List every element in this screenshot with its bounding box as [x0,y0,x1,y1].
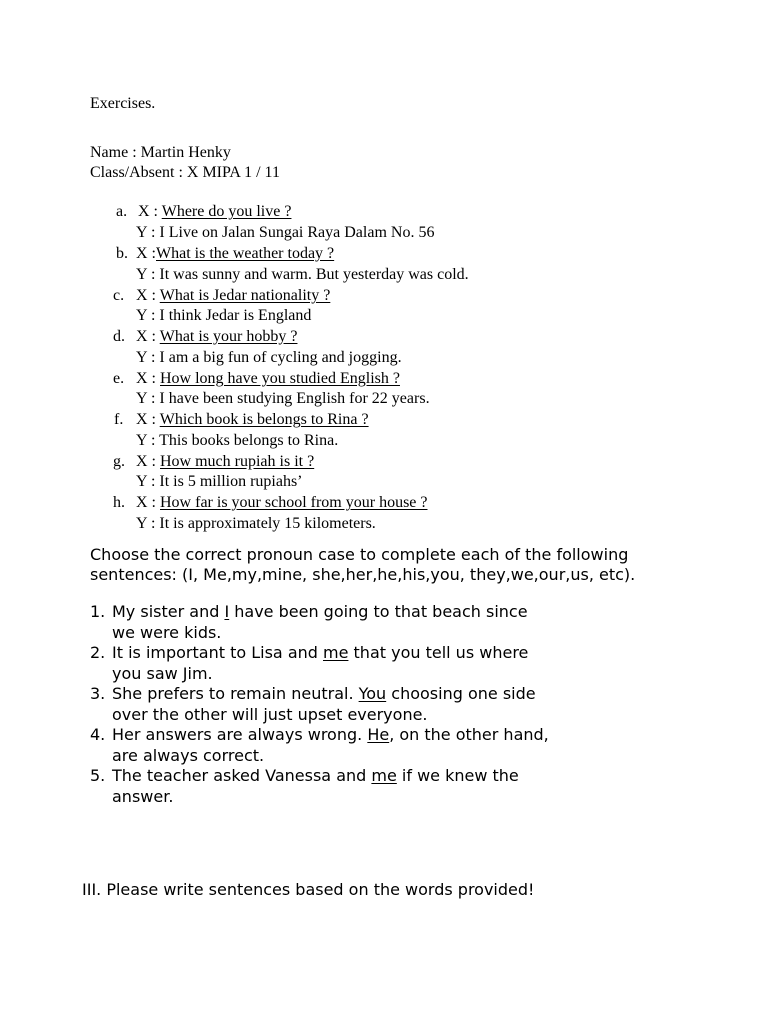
qa-x-prefix: X : [136,328,160,345]
qa-question: How long have you studied English ? [160,370,400,387]
pronoun-answer: me [371,766,397,785]
qa-answer: Y : This books belongs to Rina. [136,432,339,449]
qa-question: What is Jedar nationality ? [159,287,331,304]
qa-letter: g. [113,453,125,470]
sentence-part: if we knew the [396,766,519,785]
qa-letter: a. [116,203,128,220]
qa-x-prefix: X : [136,245,156,262]
qa-x-prefix: X : [136,453,160,470]
pronoun-instruction-line-1: Choose the correct pronoun case to complete each of the following [90,545,629,564]
pronoun-answer: I [224,602,230,621]
list-item [90,602,549,643]
qa-letter: f. [114,411,124,428]
sentence-part: She prefers to remain neutral. [112,684,359,703]
sentence-part: that you tell us where [348,643,529,662]
sentence-continuation: we were kids. [112,622,222,642]
pronoun-answer: me [323,643,349,662]
exercise-title: Exercises. [90,95,156,112]
student-name: Name : Martin Henky [90,144,231,161]
qa-answer: Y : It was sunny and warm. But yesterday was cold. [136,266,469,283]
pronoun-exercise-list [90,602,549,807]
qa-letter: c. [113,287,125,304]
qa-question: Which book is belongs to Rina ? [159,411,369,428]
list-item [90,684,549,725]
item-number: 3. [90,684,106,703]
sentence-part: choosing one side [386,684,536,703]
list-item [90,643,549,684]
qa-question: What is the weather today ? [156,245,335,262]
qa-question: Where do you live ? [161,203,292,220]
qa-letter: h. [113,494,125,511]
qa-question: How far is your school from your house ? [160,494,428,511]
sentence-continuation: are always correct. [112,745,265,765]
sentence-continuation: over the other will just upset everyone. [112,704,428,724]
sentence-part: Her answers are always wrong. [112,725,368,744]
qa-answer: Y : It is approximately 15 kilometers. [136,515,376,532]
qa-answer: Y : I have been studying English for 22 years. [136,390,430,407]
pronoun-instruction-line-2: sentences: (I, Me,my,mine, she,her,he,his,you, they,we,our,us, etc). [90,565,636,584]
sentence-part: have been going to that beach since [229,602,528,621]
pronoun-answer: You [358,684,387,703]
qa-question: What is your hobby ? [159,328,298,345]
sentence-continuation: you saw Jim. [112,663,213,683]
qa-answer: Y : I Live on Jalan Sungai Raya Dalam No. 56 [136,224,435,241]
qa-x-prefix: X : [136,370,160,387]
sentence-part: My sister and [112,602,225,621]
qa-answer: Y : It is 5 million rupiahs’ [136,473,303,490]
qa-x-prefix: X : [138,203,162,220]
list-item [90,725,549,766]
item-number: 4. [90,725,106,744]
list-item [90,766,549,807]
pronoun-answer: He [367,725,390,744]
item-number: 2. [90,643,106,662]
qa-question: How much rupiah is it ? [160,453,315,470]
item-number: 1. [90,602,106,621]
qa-letter: b. [116,245,128,262]
section-3-title: III. Please write sentences based on the words provided! [82,880,535,899]
qa-x-prefix: X : [136,287,160,304]
qa-answer: Y : I think Jedar is England [136,307,312,324]
qa-letter: e. [113,370,125,387]
item-number: 5. [90,766,106,785]
qa-x-prefix: X : [136,411,160,428]
qa-answer: Y : I am a big fun of cycling and jogging. [136,349,402,366]
sentence-part: It is important to Lisa and [112,643,323,662]
qa-x-prefix: X : [136,494,160,511]
sentence-part: , on the other hand, [389,725,549,744]
student-class: Class/Absent : X MIPA 1 / 11 [90,164,280,181]
sentence-part: The teacher asked Vanessa and [112,766,372,785]
sentence-continuation: answer. [112,786,174,806]
qa-letter: d. [113,328,125,345]
